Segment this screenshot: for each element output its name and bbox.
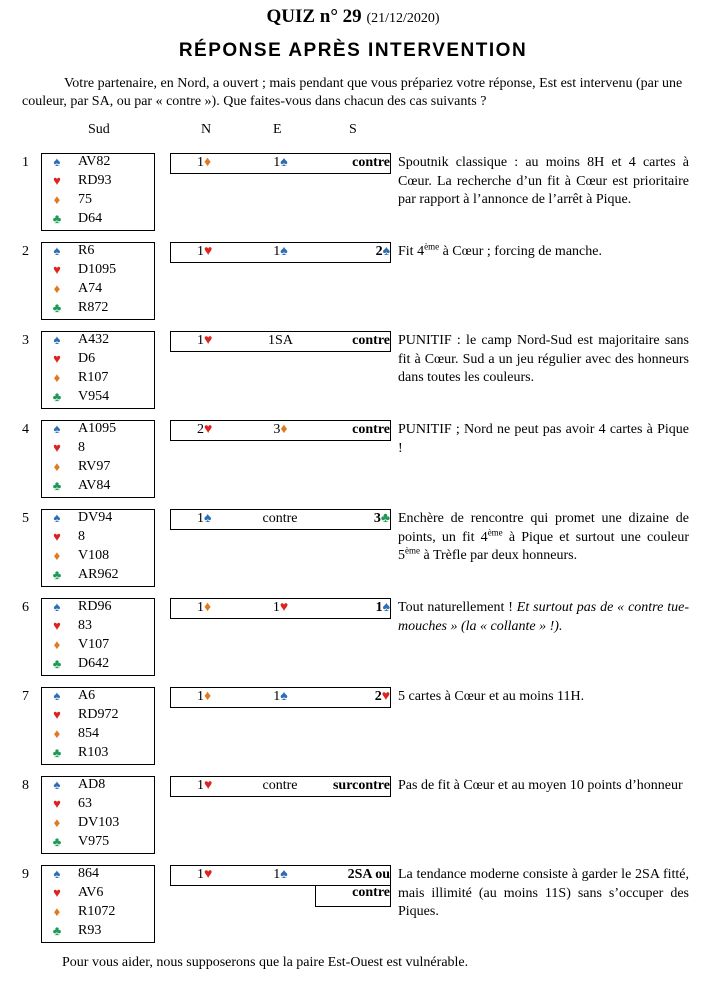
hand-row-diamond (42, 726, 154, 745)
hand-row-heart (42, 529, 154, 548)
question-number: 2 (22, 244, 29, 259)
hand-row-club (42, 389, 154, 408)
heart-cards: 63 (78, 796, 92, 811)
bid-north-level: 1 (197, 867, 204, 882)
hand-row-diamond (42, 281, 154, 300)
heart-icon: ♥ (53, 885, 61, 900)
spade-cards: 864 (78, 866, 99, 881)
question-7 (0, 689, 706, 769)
hand-row-heart (42, 262, 154, 281)
hand-row-spade (42, 421, 154, 440)
bid-east (258, 689, 303, 705)
hand-row-diamond (42, 370, 154, 389)
south-hand (41, 242, 155, 320)
club-icon: ♣ (52, 300, 62, 315)
question-number: 8 (22, 778, 29, 793)
spade-cards: RD96 (78, 599, 112, 614)
explanation-text: Fit 4 (398, 244, 425, 259)
diamond-cards: R107 (78, 370, 109, 385)
spade-icon: ♠ (53, 599, 61, 614)
diamond-cards: V108 (78, 548, 110, 563)
footer-note: Pour vous aider, nous supposerons que la paire Est-Ouest est vulnérable. (62, 955, 469, 970)
explanation (398, 866, 689, 922)
bid-south-level: 1 (375, 600, 383, 615)
explanation-superscript: ème (405, 545, 420, 556)
explanation (398, 510, 689, 566)
spade-icon: ♠ (53, 777, 61, 792)
heart-icon: ♥ (53, 529, 61, 544)
diamond-cards: RV97 (78, 459, 111, 474)
explanation-text: Tout naturellement ! (398, 600, 517, 615)
explanation-text: PUNITIF : le camp Nord-Sud est majoritaire sans fit à Cœur. Sud a un jeu régulier avec des honneurs dans toutes les couleurs. (398, 333, 689, 385)
club-cards: D642 (78, 656, 110, 671)
hand-row-heart (42, 173, 154, 192)
explanation-text: Enchère de rencontre qui promet une dizaine de points, un fit 4 (398, 511, 689, 545)
hand-row-diamond (42, 548, 154, 567)
explanation-text: Pas de fit à Cœur et au moyen 10 points d’honneur (398, 778, 683, 793)
bid-south (318, 867, 390, 883)
explanation-text: Spoutnik classique : au moins 8H et 4 cartes à Cœur. La recherche d’un fit à Cœur est prioritaire par rapport à l’annonce de l’arrêt à Pique. (398, 155, 689, 207)
club-cards: R93 (78, 923, 102, 938)
column-header-sud: Sud (88, 122, 110, 137)
diamond-cards: 75 (78, 192, 92, 207)
bid-north-suit-icon: ♦ (204, 155, 212, 170)
hand-row-club (42, 923, 154, 942)
explanation-text: à Cœur ; forcing de manche. (439, 244, 602, 259)
heart-icon: ♥ (53, 173, 61, 188)
bid-north (197, 689, 211, 705)
explanation-text: PUNITIF ; Nord ne peut pas avoir 4 cartes à Pique ! (398, 422, 689, 456)
diamond-cards: R1072 (78, 904, 116, 919)
hand-row-heart (42, 351, 154, 370)
explanation-superscript: ème (487, 526, 503, 537)
bid-east-level: contre (262, 511, 298, 526)
heart-icon: ♥ (53, 618, 61, 633)
question-9 (0, 867, 706, 947)
bid-north (197, 511, 211, 527)
south-hand (41, 598, 155, 676)
question-number: 5 (22, 511, 29, 526)
bid-east (258, 244, 303, 260)
spade-cards: A6 (78, 688, 96, 703)
diamond-icon: ♦ (53, 548, 61, 563)
bid-south-level: contre (352, 333, 390, 348)
spade-cards: DV94 (78, 510, 113, 525)
quiz-date: (21/12/2020) (366, 11, 440, 26)
diamond-icon: ♦ (53, 459, 61, 474)
heart-cards: 8 (78, 440, 85, 455)
hand-row-club (42, 567, 154, 586)
spade-cards: AD8 (78, 777, 106, 792)
bid-north-level: 1 (197, 689, 204, 704)
bid-south-suit-icon: ♠ (382, 244, 390, 259)
club-icon: ♣ (52, 211, 62, 226)
club-cards: V975 (78, 834, 110, 849)
diamond-icon: ♦ (53, 726, 61, 741)
question-3 (0, 333, 706, 413)
club-icon: ♣ (52, 923, 62, 938)
spade-cards: AV82 (78, 154, 111, 169)
heart-icon: ♥ (53, 707, 61, 722)
bid-east-level: 1SA (268, 333, 293, 348)
bid-east-suit-icon: ♠ (280, 689, 288, 704)
bid-north-level: 1 (197, 155, 204, 170)
bid-north-suit-icon: ♥ (204, 778, 213, 793)
hand-row-heart (42, 618, 154, 637)
bid-south-level: 2SA ou (347, 867, 390, 882)
bid-north-level: 2 (197, 422, 204, 437)
bid-north-suit-icon: ♠ (204, 511, 212, 526)
bid-south-level: 3 (373, 511, 381, 526)
south-hand (41, 420, 155, 498)
hand-row-spade (42, 243, 154, 262)
spade-icon: ♠ (53, 421, 61, 436)
hand-row-spade (42, 688, 154, 707)
hand-row-club (42, 745, 154, 764)
bid-south-alternative: contre (352, 885, 390, 900)
heart-icon: ♥ (53, 351, 61, 366)
club-icon: ♣ (52, 389, 62, 404)
bid-east (258, 333, 303, 349)
bid-north (197, 155, 211, 171)
south-hand (41, 153, 155, 231)
heart-cards: 83 (78, 618, 92, 633)
club-cards: R103 (78, 745, 109, 760)
column-header-e: E (273, 122, 282, 137)
club-cards: D64 (78, 211, 103, 226)
bid-east-level: 3 (273, 422, 281, 437)
hand-row-spade (42, 510, 154, 529)
bid-south-level: contre (352, 155, 390, 170)
page-title (0, 6, 706, 28)
bid-north (197, 422, 212, 438)
bid-north (197, 778, 212, 794)
explanation (398, 154, 689, 210)
hand-row-diamond (42, 904, 154, 923)
bid-south-level: contre (352, 422, 390, 437)
bid-east-suit-icon: ♠ (280, 867, 288, 882)
hand-row-club (42, 656, 154, 675)
bid-east-level: 1 (272, 600, 280, 615)
south-hand (41, 331, 155, 409)
heart-cards: RD972 (78, 707, 119, 722)
bid-east (258, 867, 303, 883)
club-icon: ♣ (52, 478, 62, 493)
hand-row-spade (42, 599, 154, 618)
south-hand (41, 687, 155, 765)
question-number: 3 (22, 333, 29, 348)
south-hand (41, 509, 155, 587)
bid-north-level: 1 (197, 778, 204, 793)
bid-north (197, 867, 212, 883)
explanation-text: à Pique et surtout une couleur 5 (398, 529, 689, 563)
bid-east-suit-icon: ♦ (280, 422, 288, 437)
bid-south (318, 155, 390, 171)
heart-cards: D6 (78, 351, 96, 366)
spade-cards: A1095 (78, 421, 117, 436)
bid-east-level: contre (262, 778, 298, 793)
explanation (398, 243, 689, 262)
hand-row-heart (42, 796, 154, 815)
heart-cards: AV6 (78, 885, 104, 900)
question-4 (0, 422, 706, 502)
explanation-text: La tendance moderne consiste à garder le 2SA fitté, mais illimité (au moins 11S) sans s’occuper des Piques. (398, 867, 689, 919)
bid-east (258, 422, 303, 438)
hand-row-club (42, 478, 154, 497)
diamond-icon: ♦ (53, 370, 61, 385)
explanation (398, 688, 689, 707)
bid-north (197, 333, 212, 349)
hand-row-diamond (42, 637, 154, 656)
spade-cards: A432 (78, 332, 110, 347)
bid-south-level: 2 (374, 689, 382, 704)
bid-east-level: 1 (273, 244, 281, 259)
bid-south-suit-icon: ♥ (381, 689, 390, 704)
spade-cards: R6 (78, 243, 95, 258)
bid-south (318, 778, 390, 794)
bid-south-level: surcontre (332, 778, 390, 793)
question-8 (0, 778, 706, 858)
club-cards: AV84 (78, 478, 111, 493)
bid-east (250, 778, 310, 794)
bid-north (197, 600, 211, 616)
bid-east-level: 1 (273, 867, 281, 882)
diamond-icon: ♦ (53, 904, 61, 919)
question-number: 4 (22, 422, 29, 437)
bid-north-suit-icon: ♦ (204, 600, 212, 615)
explanation-text: 5 cartes à Cœur et au moins 11H. (398, 689, 585, 704)
explanation-italic: Et surtout pas de « contre tue-mouches » (la « collante » !). (398, 600, 689, 634)
hand-row-spade (42, 777, 154, 796)
bid-east-level: 1 (273, 689, 281, 704)
bid-north-suit-icon: ♥ (204, 422, 213, 437)
heart-cards: D1095 (78, 262, 117, 277)
bid-north-suit-icon: ♥ (204, 244, 213, 259)
club-icon: ♣ (52, 656, 62, 671)
bid-south (318, 422, 390, 438)
heart-cards: RD93 (78, 173, 112, 188)
club-cards: AR962 (78, 567, 119, 582)
question-5 (0, 511, 706, 591)
spade-icon: ♠ (53, 510, 61, 525)
heart-icon: ♥ (53, 440, 61, 455)
bid-east (258, 600, 303, 616)
club-cards: R872 (78, 300, 109, 315)
bid-south-suit-icon: ♣ (380, 511, 390, 526)
diamond-cards: DV103 (78, 815, 120, 830)
diamond-cards: A74 (78, 281, 103, 296)
diamond-cards: 854 (78, 726, 99, 741)
hand-row-spade (42, 332, 154, 351)
heart-icon: ♥ (53, 796, 61, 811)
question-number: 9 (22, 867, 29, 882)
bid-north-suit-icon: ♥ (204, 333, 213, 348)
bid-south (318, 511, 390, 527)
club-icon: ♣ (52, 834, 62, 849)
club-cards: V954 (78, 389, 110, 404)
question-number: 1 (22, 155, 29, 170)
explanation (398, 421, 689, 458)
bid-east-suit-icon: ♠ (280, 244, 288, 259)
explanation (398, 599, 689, 636)
diamond-icon: ♦ (53, 637, 61, 652)
bid-south (318, 689, 390, 705)
spade-icon: ♠ (53, 688, 61, 703)
hand-row-spade (42, 866, 154, 885)
bid-east-suit-icon: ♥ (279, 600, 289, 615)
question-6 (0, 600, 706, 680)
question-number: 7 (22, 689, 29, 704)
hand-row-spade (42, 154, 154, 173)
bid-north (197, 244, 212, 260)
spade-icon: ♠ (53, 154, 61, 169)
diamond-cards: V107 (78, 637, 110, 652)
bid-north-level: 1 (197, 244, 204, 259)
hand-row-diamond (42, 192, 154, 211)
hand-row-club (42, 300, 154, 319)
column-header-n: N (201, 122, 212, 137)
intro-paragraph: Votre partenaire, en Nord, a ouvert ; mais pendant que vous prépariez votre réponse, Est est intervenu (par une couleur, par SA, ou par « contre »). Que faites-vous dans chacun des cas suivants ? (22, 76, 683, 109)
explanation-text: à Trèfle par deux honneurs. (420, 548, 578, 563)
question-2 (0, 241, 706, 324)
column-header-s: S (349, 122, 357, 137)
hand-row-diamond (42, 815, 154, 834)
explanation (398, 332, 689, 388)
bid-south-level: 2 (375, 244, 383, 259)
hand-row-club (42, 834, 154, 853)
south-hand (41, 865, 155, 943)
quiz-title: QUIZ n° 29 (266, 6, 362, 27)
explanation-superscript: ème (424, 241, 440, 252)
diamond-icon: ♦ (53, 192, 61, 207)
hand-row-heart (42, 440, 154, 459)
question-1 (0, 155, 706, 235)
bid-south-suit-icon: ♠ (382, 600, 390, 615)
bid-south (318, 244, 390, 260)
bid-east (258, 155, 303, 171)
hand-row-club (42, 211, 154, 230)
spade-icon: ♠ (53, 866, 61, 881)
bid-north-suit-icon: ♥ (204, 867, 213, 882)
bid-north-level: 1 (197, 333, 204, 348)
bid-south (318, 600, 390, 616)
bid-east (250, 511, 310, 527)
bid-east-suit-icon: ♠ (280, 155, 288, 170)
bid-north-level: 1 (197, 600, 204, 615)
south-hand (41, 776, 155, 854)
bid-north-level: 1 (197, 511, 204, 526)
bid-north-suit-icon: ♦ (204, 689, 212, 704)
spade-icon: ♠ (53, 243, 61, 258)
bid-south (318, 333, 390, 349)
club-icon: ♣ (52, 567, 62, 582)
explanation (398, 777, 689, 796)
hand-row-heart (42, 885, 154, 904)
question-number: 6 (22, 600, 29, 615)
diamond-icon: ♦ (53, 281, 61, 296)
club-icon: ♣ (52, 745, 62, 760)
spade-icon: ♠ (53, 332, 61, 347)
heart-cards: 8 (78, 529, 85, 544)
bid-east-level: 1 (273, 155, 281, 170)
diamond-icon: ♦ (53, 815, 61, 830)
page-subtitle: RÉPONSE APRÈS INTERVENTION (178, 40, 528, 61)
hand-row-heart (42, 707, 154, 726)
heart-icon: ♥ (53, 262, 61, 277)
hand-row-diamond (42, 459, 154, 478)
